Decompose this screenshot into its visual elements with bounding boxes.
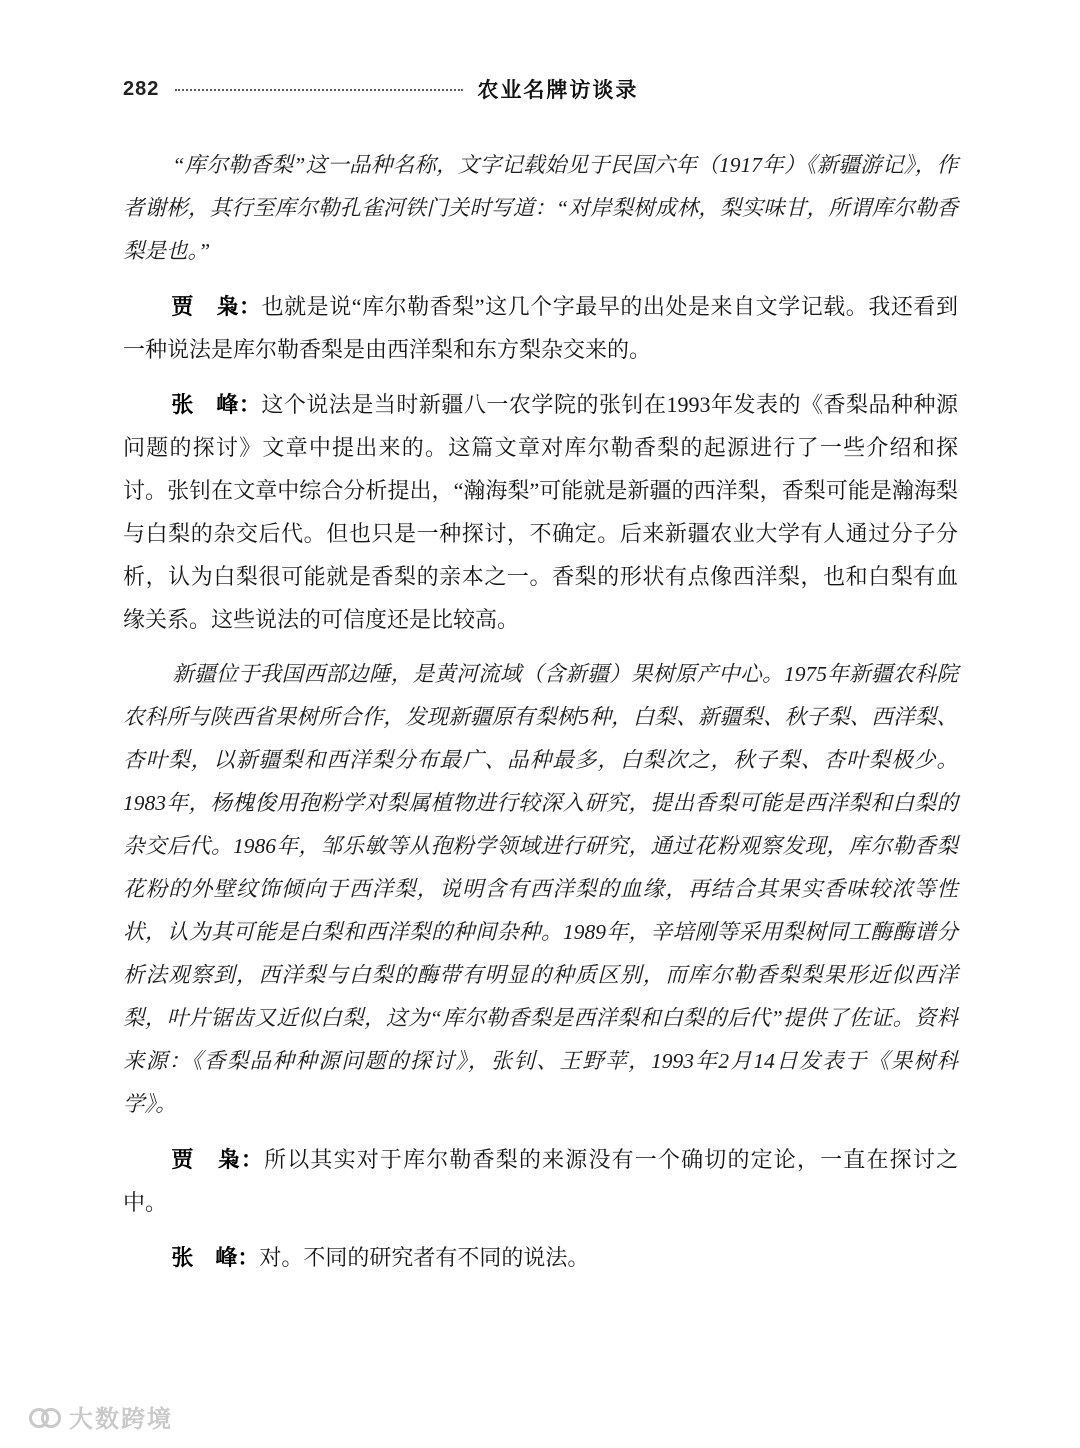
dialogue-paragraph-zhang-feng-1	[123, 383, 958, 641]
dialogue-text: 所以其实对于库尔勒香梨的来源没有一个确切的定论，一直在探讨之中。	[123, 1147, 958, 1215]
speaker-name-zhang-feng: 张 峰：	[171, 1245, 260, 1270]
page-number: 282	[123, 77, 160, 100]
page-body	[123, 144, 958, 1279]
dialogue-text: 这个说法是当时新疆八一农学院的张钊在1993年发表的《香梨品种种源问题的探讨》文章中提出来的。这篇文章对库尔勒香梨的起源进行了一些介绍和探讨。张钊在文章中综合分析提出，“瀚海梨”可能就是新疆的西洋梨，香梨可能是瀚海梨与白梨的杂交后代。但也只是一种探讨，不确定。后来新疆农业大学有人通过分子分析，认为白梨很可能就是香梨的亲本之一。香梨的形状有点像西洋梨，也和白梨有血缘关系。这些说法的可信度还是比较高。	[123, 392, 958, 632]
dialogue-paragraph-zhang-feng-2	[123, 1236, 958, 1279]
dialogue-text: 也就是说“库尔勒香梨”这几个字最早的出处是来自文学记载。我还看到一种说法是库尔勒香梨是由西洋梨和东方梨杂交来的。	[123, 294, 958, 362]
speaker-name-zhang-feng: 张 峰：	[171, 392, 262, 417]
dialogue-text: 对。不同的研究者有不同的说法。	[259, 1245, 590, 1270]
quote-paragraph-pear-research: 新疆位于我国西部边陲，是黄河流域（含新疆）果树原产中心。1975年新疆农科院农科所与陕西省果树所合作，发现新疆原有梨树5种，白梨、新疆梨、秋子梨、西洋梨、杏叶梨，以新疆梨和西洋梨分布最广、品种最多，白梨次之，秋子梨、杏叶梨极少。1983年，杨槐俊用孢粉学对梨属植物进行较深入研究，提出香梨可能是西洋梨和白梨的杂交后代。1986年，邹乐敏等从孢粉学领域进行研究，通过花粉观察发现，库尔勒香梨花粉的外壁纹饰倾向于西洋梨，说明含有西洋梨的血缘，再结合其果实香味较浓等性状，认为其可能是白梨和西洋梨的种间杂种。1989年，辛培刚等采用梨树同工酶酶谱分析法观察到，西洋梨与白梨的酶带有明显的种质区别，而库尔勒香梨梨果形近似西洋梨，叶片锯齿又近似白梨，这为“库尔勒香梨是西洋梨和白梨的后代”提供了佐证。资料来源：《香梨品种种源问题的探讨》，张钊、王野苹，1993年2月14日发表于《果树科学》。	[123, 662, 958, 1116]
speaker-name-jia-xiao: 贾 枭：	[171, 1147, 265, 1172]
dialogue-paragraph-jia-xiao-1	[123, 285, 958, 371]
quote-paragraph-xinjiang-youji: “库尔勒香梨”这一品种名称，文字记载始见于民国六年（1917年）《新疆游记》，作者谢彬，其行至库尔勒孔雀河铁门关时写道：“对岸梨树成林，梨实味甘，所谓库尔勒香梨是也。”	[123, 153, 958, 263]
header-dotted-leader	[175, 89, 463, 91]
header-title: 农业名牌访谈录	[477, 78, 639, 102]
watermark-brand-text: 大数跨境	[69, 1406, 173, 1433]
speaker-name-jia-xiao: 贾 枭：	[171, 294, 262, 319]
watermark	[28, 1399, 173, 1434]
dialogue-paragraph-jia-xiao-2	[123, 1138, 958, 1224]
page-header	[123, 76, 958, 102]
dashu-kuajing-logo-icon	[28, 1405, 60, 1429]
